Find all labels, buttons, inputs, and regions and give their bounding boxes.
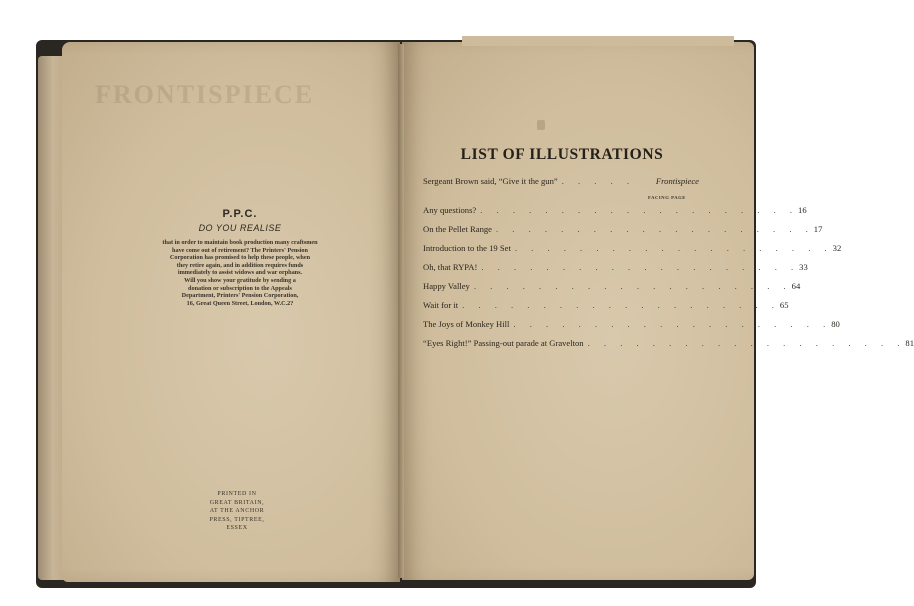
imprint-line: AT THE ANCHOR bbox=[209, 508, 265, 514]
leader-dots: . . . . . bbox=[561, 176, 636, 186]
ppc-subtitle: DO YOU REALISE bbox=[198, 223, 282, 233]
ppc-body bbox=[135, 239, 345, 307]
frontispiece-entry bbox=[423, 176, 699, 186]
illustration-label: On the Pellet Range bbox=[423, 223, 492, 234]
imprint-line: ESSEX bbox=[226, 525, 248, 531]
illustration-label: Introduction to the 19 Set bbox=[423, 242, 511, 253]
list-item bbox=[423, 257, 808, 276]
leader-dots: . . . . . . . . . . . . . . . . . . . . bbox=[587, 337, 906, 348]
list-item bbox=[423, 219, 823, 238]
ppc-line: that in order to maintain book production many craftsmen bbox=[162, 239, 318, 246]
page-number: 65 bbox=[779, 299, 789, 310]
illustration-label: Oh, that RYPA! bbox=[423, 261, 478, 272]
page-number: 80 bbox=[831, 318, 840, 329]
ppc-line: have come out of retirement? The Printers' Pension bbox=[172, 246, 308, 254]
list-item bbox=[423, 276, 801, 295]
facing-page-label: FACING PAGE bbox=[648, 195, 686, 200]
ppc-line: Department, Printers' Pension Corporation, bbox=[181, 292, 299, 300]
leader-dots: . . . . . . . . . . . . . . . . . . . . bbox=[513, 318, 832, 329]
list-item bbox=[423, 238, 842, 257]
ppc-line: Corporation has promised to help these people, when bbox=[169, 254, 311, 262]
page-number: 64 bbox=[791, 280, 801, 291]
illustration-label: “Eyes Right!” Passing-out parade at Gravelton bbox=[423, 337, 584, 348]
ppc-line: 16, Great Queen Street, London, W.C.2? bbox=[186, 299, 294, 307]
leader-dots: . . . . . . . . . . . . . . . . . . . . bbox=[462, 299, 780, 310]
page-number: 32 bbox=[832, 242, 842, 253]
imprint-line: PRESS, TIPTREE, bbox=[209, 516, 265, 523]
leader-dots: . . . . . . . . . . . . . . . . . . . . bbox=[473, 280, 792, 291]
ppc-line: immediately to assist widows and war orphans. bbox=[177, 269, 303, 277]
page-number: 16 bbox=[798, 204, 807, 215]
illustration-label: Sergeant Brown said, “Give it the gun” bbox=[423, 176, 558, 186]
ppc-line: Will you show your gratitude by sending a bbox=[184, 276, 296, 284]
page-title: LIST OF ILLUSTRATIONS bbox=[460, 146, 664, 163]
illustrations-list bbox=[423, 200, 914, 352]
list-item bbox=[423, 295, 789, 314]
ppc-title: P.P.C. bbox=[222, 208, 258, 220]
printer-imprint bbox=[200, 490, 274, 533]
illustration-label: Happy Valley bbox=[423, 280, 470, 291]
frontispiece-page: Frontispiece bbox=[655, 176, 699, 186]
list-item bbox=[423, 314, 840, 333]
page-number: 81 bbox=[905, 337, 914, 348]
ppc-line: they retire again, and in addition requires funds bbox=[176, 261, 304, 269]
list-item bbox=[423, 333, 914, 352]
leader-dots: . . . . . . . . . . . . . . . . . . . . bbox=[480, 204, 799, 215]
bleed-through-title: FRONTISPIECE bbox=[95, 80, 315, 109]
ppc-line: donation or subscription to the Appeals bbox=[188, 284, 292, 292]
imprint-line: PRINTED IN bbox=[217, 491, 257, 497]
leader-dots: . . . . . . . . . . . . . . . . . . . . bbox=[514, 242, 833, 253]
list-item bbox=[423, 200, 807, 219]
imprint-line: GREAT BRITAIN, bbox=[209, 499, 265, 506]
leader-dots: . . . . . . . . . . . . . . . . . . . . bbox=[495, 223, 814, 234]
book-gutter bbox=[398, 44, 404, 578]
page-number: 17 bbox=[813, 223, 823, 234]
ppc-notice bbox=[135, 208, 345, 307]
page-number: 33 bbox=[799, 261, 808, 272]
illustration-label: The Joys of Monkey Hill bbox=[423, 318, 510, 329]
paper-stain bbox=[537, 120, 545, 130]
illustration-label: Wait for it bbox=[423, 299, 459, 310]
leader-dots: . . . . . . . . . . . . . . . . . . . . bbox=[481, 261, 800, 272]
illustration-label: Any questions? bbox=[423, 204, 477, 215]
